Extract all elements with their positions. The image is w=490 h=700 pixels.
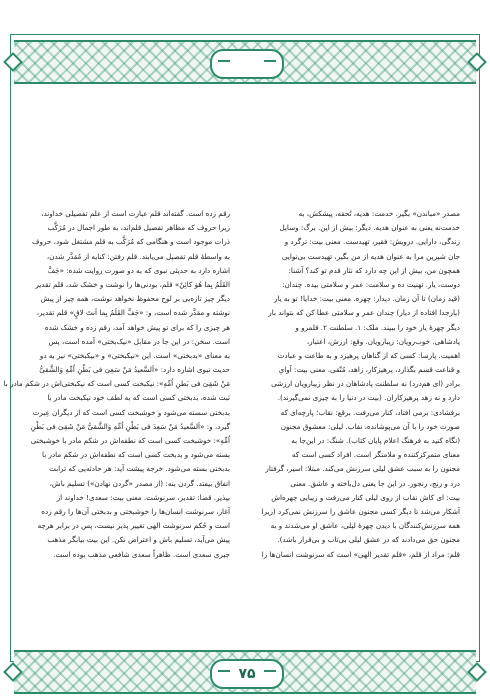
- text-line: همه سرزنش‌کنندگان با دیدن چهرهٔ لیلی، عاشق او می‌شدند و به: [270, 521, 460, 531]
- text-line: و قناعت قسم بگذارد، پرهیزکار، زاهد، مُتّقی. معنی بیت: آوایِ: [278, 365, 460, 375]
- page-number-medallion: [210, 659, 284, 689]
- text-line: آشکار می‌شد تا دیگر کسی مجنون عاشق را سرزنش نمی‌کرد (زیرا: [261, 506, 460, 516]
- page-number: ۷۵: [238, 666, 256, 682]
- text-line: بیت: ای کاش نقاب از روی لیلی کنار می‌رفت و زیبایی چهره‌اش: [271, 492, 460, 502]
- text-line: (قید زمان) تا آن زمان. دیدار: چهره. معنی بیت: خدایا! تو به یار: [273, 294, 460, 304]
- corner-ornament-icon: [467, 662, 487, 682]
- text-line: مجنون حق می‌دادند که در عشق لیلی بی‌تاب و بی‌قرار باشد).: [277, 535, 460, 545]
- text-line: به معنای «بدبختی» است. این «نیکبختی» و «بیکبختی» نیز به دو: [39, 350, 230, 360]
- text-line: ثبت شده، بدبختی کسی است که به لطف خود نیکبخت مادر با: [47, 393, 230, 403]
- text-line: رقم زده است. گفته‌اند قلم عبارت است از علم تفصیلی خداوند،: [41, 209, 230, 218]
- text-line: اُمِّهِ»: خوشبخت کسی است که نطفه‌اش در شکم مادر با خوشبختی: [30, 436, 230, 445]
- text-line: آغاز، سرنوشت انسان‌ها را خوشبختی و بدبختی آن‌ها را رقم زده: [41, 506, 230, 516]
- text-line: بدبختی سسته می‌شود و خوشبخت کسی است که از دیگران عِبرت: [32, 407, 230, 417]
- text-line: ذرات موجود است و هنگامی که مُرَکَّب به قلم مشتغل شود، حروف: [32, 237, 230, 247]
- text-line: دیگر چهرهٔ یار خود را ببیند. ملک: ۱. سلطنت ۲. قلمرو و: [295, 322, 460, 332]
- text-line: مَنْ شَقِیَ فی بَطنِ اُمِّهِ»: نیکبخت کسی است که نیکبختی‌اش در شکم مادر با: [3, 379, 230, 389]
- text-line: القَلَمُ بِما هُوَ کائِنٌ» قلم، بودنی‌ها را نوشت و خشک شد، قلم تقدیر: [35, 279, 230, 289]
- text-line: برفشادی: برمی افتاد، کنار می‌رفت. برقع: نقاب؛ پارچه‌ای که: [280, 407, 460, 417]
- text-line: بسته می‌شود و بدبخت کسی است که نطفه‌اش در شکم مادر با: [42, 450, 230, 460]
- text-line: زیرا حروف که مظاهر تفصیل قلم‌اند، به طور اجمال در مُرَکَّب: [47, 223, 230, 233]
- right-column: [260, 207, 460, 637]
- text-line: (نگاه کنید به فرهنگ اعلام پایان کتاب). شنگ: در این‌جا به: [291, 436, 460, 445]
- text-line: زندگی، دارایی. درویش: فقیر، تهیدست. معنی بیت: ترگرد و: [284, 237, 460, 247]
- text-line: بپذیر. قضا: تقدیر، سرنوشت. معنی بیت: سعدی! خداوند از: [56, 492, 230, 502]
- text-line: همچون من، بیش از این چه دارد که نثار قدم تو کند؟ آشنا:: [288, 265, 460, 275]
- text-line: پیش می‌آید، تسلیم باش و اعتراض نکن. این بیت بیانگر مذهب: [47, 535, 230, 545]
- text-line: برادر (ای هم‌درد) نه سلطنت پادشاهان در نظر زیبارویان ارزشی: [271, 379, 460, 389]
- text-line: جبری سعدی است. ظاهراً سعدی شافعی مذهب بوده است.: [53, 549, 230, 559]
- text-line: دیگر چیز تازه‌یی بر لوح محفوظ نخواهد نوشت، همه چیز از پیش: [40, 294, 230, 304]
- text-line: مصدر «مباندن» بگیر. خدمت: هدیه، تُحفه، پیشکش، به: [298, 209, 460, 218]
- text-line: بدبختی بسته می‌شود. خرجه پیشت آید: هر حادثه‌یی که ترابت: [49, 464, 230, 474]
- text-line: دارد و نه زهد پرهیزکاران. (بیت در دنیا را به چیزی نمی‌گیرند).: [277, 393, 460, 403]
- top-ornamental-border: [14, 40, 476, 84]
- text-line: اشاره دارد به حدیثی نبوی که به دو صورت روایت شده: «جَفَّ: [47, 265, 230, 275]
- left-column: [3, 207, 230, 637]
- text-line: به واسطهٔ قلم تفصیل می‌یابند. قلم رفتن: کنایه از مُقدَّر شدن،: [46, 251, 230, 261]
- text-line: نوشته و مقدَّر شده است، و: «جَفَّ القَلَمُ بِما اَنتَ لاقٍ» قلم تقدیر،: [36, 308, 230, 318]
- text-line: اتفاق بیفتد. گردن بنه: (از مصدر «گردن نهادن») تسلیم باش،: [49, 478, 230, 488]
- corner-ornament-icon: [3, 52, 23, 72]
- text-line: (یارجدا افتاده از دیار) چندان عمر و سلامتی عطا کن که بتواند بار: [268, 308, 460, 318]
- text-line: است. سخن: در این جا در مقابل «نیک‌بختی» آمده است، پس: [48, 336, 230, 346]
- corner-ornament-icon: [467, 52, 487, 72]
- text-area: [3, 207, 460, 637]
- text-line: اهمیت. پارسا: کسی که از گناهان پرهیزد و به طاعت و عبادت: [277, 350, 460, 360]
- text-line: مجنون را به سبب عشق لیلی سرزنش می‌کند. مبتلا: اسیر، گرفتار: [265, 464, 460, 474]
- text-line: پادشاهی. خوب‌رویان: زیبارویان. وقع: ارزش، اعتبار،: [306, 336, 460, 346]
- bottom-ornamental-border: [14, 650, 476, 694]
- text-line: قلم: مراد از قلم، «قلم تقدیر الهی» است که سرنوشت انسان‌ها را: [261, 549, 460, 559]
- text-line: صورت خود را با آن می‌پوشانده، نقاب. لیلی: معشوق مجنون: [280, 421, 460, 431]
- text-line: جان شیرین مرا به عنوان هدیه از من بگیر، تهیدست بی‌نوایی: [281, 251, 460, 261]
- text-line: معنای متمرکزکننده و ملامتگر است. افراد کسی است که: [291, 450, 460, 460]
- text-line: خدمت‌نه یعنی به عنوان هدیه. دیگر: بیش از این. برگ: وسایل: [279, 223, 460, 233]
- text-line: گیرد، و: «اَلسَّعیدُ مَنْ سَعِدَ فی بَطْنِ اُمِّهِ وَالشَّقیُّ مَنْ شَقِیَ فی بَطْنِ: [30, 421, 230, 431]
- corner-ornament-icon: [3, 662, 23, 682]
- text-line: درد و رنج، رنجور. در این جا یعنی دل‌باخته و عاشق. معنی: [290, 478, 460, 488]
- text-line: حدیث نبوی اشاره دارد: «اَلسَّعیدُ مَنْ سَعِیَ فی بَطْنِ اُمِّهِ وَالشَّقیُّ: [39, 365, 230, 375]
- text-line: دوست، یار. تهنیت ده و سلامت: عمر و سلامتی بیده. چندان:: [282, 279, 460, 289]
- text-line: هر چیزی را که برای تو پیش خواهد آمد، رقم زده و خشک شده: [44, 322, 230, 332]
- center-medallion-icon: [210, 49, 284, 79]
- text-line: است و حُکم سرنوشت الهی تغییر پذیر نیست، پس در برابر هرچه: [37, 521, 230, 531]
